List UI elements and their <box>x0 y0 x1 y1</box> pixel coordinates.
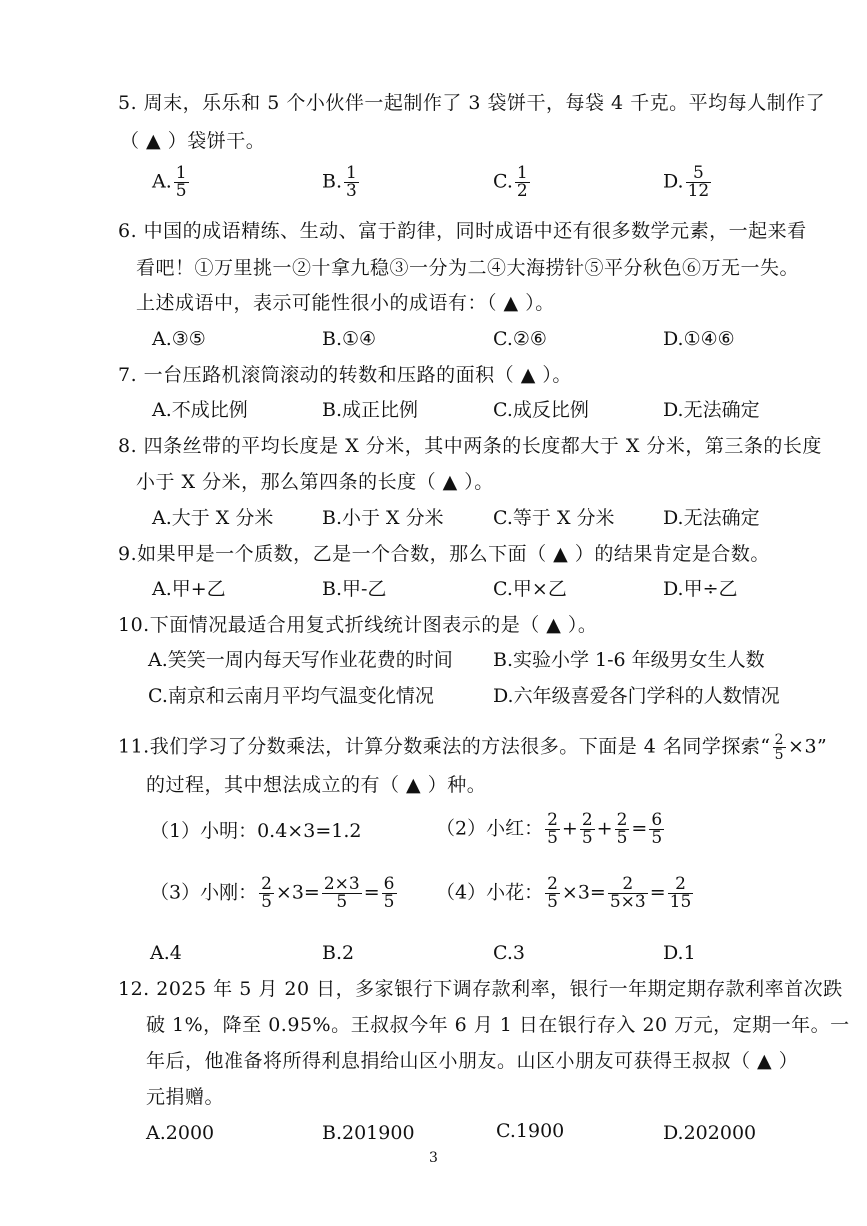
q8-line-1: 8. 四条丝带的平均长度是 X 分米，其中两条的长度都大于 X 分米，第三条的长度 <box>118 435 822 457</box>
q7-option-a: A.不成比例 <box>152 399 248 421</box>
q8-option-d: D.无法确定 <box>663 507 760 529</box>
q5-line-1: 5. 周末，乐乐和 5 个小伙伴一起制作了 3 袋饼干，每袋 4 千克。平均每人制作了 <box>118 92 826 114</box>
q7-option-b: B.成正比例 <box>322 399 419 421</box>
q12-line-4: 元捐赠。 <box>146 1086 225 1108</box>
q9-line-1: 9.如果甲是一个质数，乙是一个合数，那么下面（ ▲ ）的结果肯定是合数。 <box>118 543 770 565</box>
fraction: $\frac{6}{5}$ <box>383 874 395 912</box>
fraction: $\frac{1}{2}$ <box>516 163 528 201</box>
q5-option-c: C. $\frac{1}{2}$ <box>493 163 528 201</box>
q6-line-1: 6. 中国的成语精练、生动、富于韵律，同时成语中还有很多数学元素，一起来看 <box>118 220 807 242</box>
q7-line-1: 7. 一台压路机滚筒滚动的转数和压路的面积（ ▲ ）。 <box>118 364 572 386</box>
q11-option-c: C.3 <box>493 942 525 964</box>
q12-line-3: 年后，他准备将所得利息捐给山区小朋友。山区小朋友可获得王叔叔（ ▲ ） <box>146 1050 799 1072</box>
fraction: $\frac{2}{5}$ <box>547 874 558 912</box>
q8-option-c: C.等于 X 分米 <box>493 507 615 529</box>
q12-option-b: B.201900 <box>322 1122 415 1144</box>
q11-method-4: （4）小花： $\frac{2}{5}$ ×3= $\frac{2}{5\times 3}$ = $\frac{2}{15}$ <box>436 874 692 912</box>
q11-method-1: （1）小明：0.4×3=1.2 <box>150 820 362 842</box>
page-number: 3 <box>429 1150 438 1166</box>
q11-method-2: （2）小红： $\frac{2}{5}$ + $\frac{2}{5}$ + $\frac{2}{5}$ = $\frac{6}{5}$ <box>436 810 663 848</box>
q5-line-2: （ ▲ ）袋饼干。 <box>120 130 266 152</box>
q11-option-a: A.4 <box>150 942 182 964</box>
fraction: $\frac{2}{5}$ <box>261 874 272 912</box>
q6-option-d: D.①④⑥ <box>663 328 735 350</box>
q5-option-b: B. $\frac{1}{3}$ <box>322 163 357 201</box>
q6-option-c: C.②⑥ <box>493 328 547 350</box>
q12-line-2: 破 1%，降至 0.95%。王叔叔今年 6 月 1 日在银行存入 20 万元，定期一年。一 <box>146 1014 850 1036</box>
q8-option-b: B.小于 X 分米 <box>322 507 444 529</box>
q7-option-c: C.成反比例 <box>493 399 589 421</box>
q11-method-3: （3）小刚： $\frac{2}{5}$ ×3= $\frac{2\times 3}{5}$ = $\frac{6}{5}$ <box>150 874 395 912</box>
fraction: $\frac{2}{5\times 3}$ <box>609 874 646 912</box>
q12-option-a: A.2000 <box>146 1122 215 1144</box>
q10-option-c: C.南京和云南月平均气温变化情况 <box>148 685 434 707</box>
fraction: $\frac{2}{15}$ <box>669 874 692 912</box>
q5-option-d: D. $\frac{5}{12}$ <box>663 163 710 201</box>
fraction: $\frac{2}{5}$ <box>547 810 558 848</box>
fraction: $\frac{1}{5}$ <box>175 163 187 201</box>
q9-option-b: B.甲-乙 <box>322 578 387 600</box>
q11-line-2: 的过程，其中想法成立的有（ ▲ ）种。 <box>146 774 487 796</box>
fraction: $\frac{5}{12}$ <box>687 163 710 201</box>
q12-line-1: 12. 2025 年 5 月 20 日，多家银行下调存款利率，银行一年期定期存款利率首次跌 <box>118 978 843 1000</box>
q10-option-a: A.笑笑一周内每天写作业花费的时间 <box>148 649 453 671</box>
q9-option-c: C.甲×乙 <box>493 578 567 600</box>
q10-option-b: B.实验小学 1-6 年级男女生人数 <box>493 649 765 671</box>
q6-line-2: 看吧！①万里挑一②十拿九稳③一分为二④大海捞针⑤平分秋色⑥万无一失。 <box>136 257 800 279</box>
q8-line-2: 小于 X 分米，那么第四条的长度（ ▲ ）。 <box>136 471 494 493</box>
fraction: $\frac{2}{5}$ <box>774 732 785 763</box>
q11-option-d: D.1 <box>663 942 696 964</box>
q9-option-d: D.甲÷乙 <box>663 578 738 600</box>
q10-option-d: D.六年级喜爱各门学科的人数情况 <box>493 685 780 707</box>
q7-option-d: D.无法确定 <box>663 399 760 421</box>
fraction: $\frac{2}{5}$ <box>616 810 628 848</box>
q11-line-1: 11.我们学习了分数乘法，计算分数乘法的方法很多。下面是 4 名同学探索“ $\frac{2}{5}$ ×3” <box>118 732 828 763</box>
q6-option-a: A.③⑤ <box>152 328 206 350</box>
q9-option-a: A.甲+乙 <box>152 578 226 600</box>
fraction: $\frac{2}{5}$ <box>581 810 593 848</box>
fraction: $\frac{1}{3}$ <box>346 163 357 201</box>
q6-option-b: B.①④ <box>322 328 377 350</box>
q11-option-b: B.2 <box>322 942 355 964</box>
q12-option-c: C.1900 <box>496 1120 565 1142</box>
q12-option-d: D.202000 <box>663 1122 757 1144</box>
q8-option-a: A.大于 X 分米 <box>152 507 274 529</box>
q10-line-1: 10.下面情况最适合用复式折线统计图表示的是（ ▲ ）。 <box>118 614 598 636</box>
fraction: $\frac{2\times 3}{5}$ <box>323 874 360 912</box>
fraction: $\frac{6}{5}$ <box>651 810 663 848</box>
q5-option-a: A. $\frac{1}{5}$ <box>152 163 187 201</box>
q6-line-3: 上述成语中，表示可能性很小的成语有：（ ▲ ）。 <box>136 292 555 314</box>
